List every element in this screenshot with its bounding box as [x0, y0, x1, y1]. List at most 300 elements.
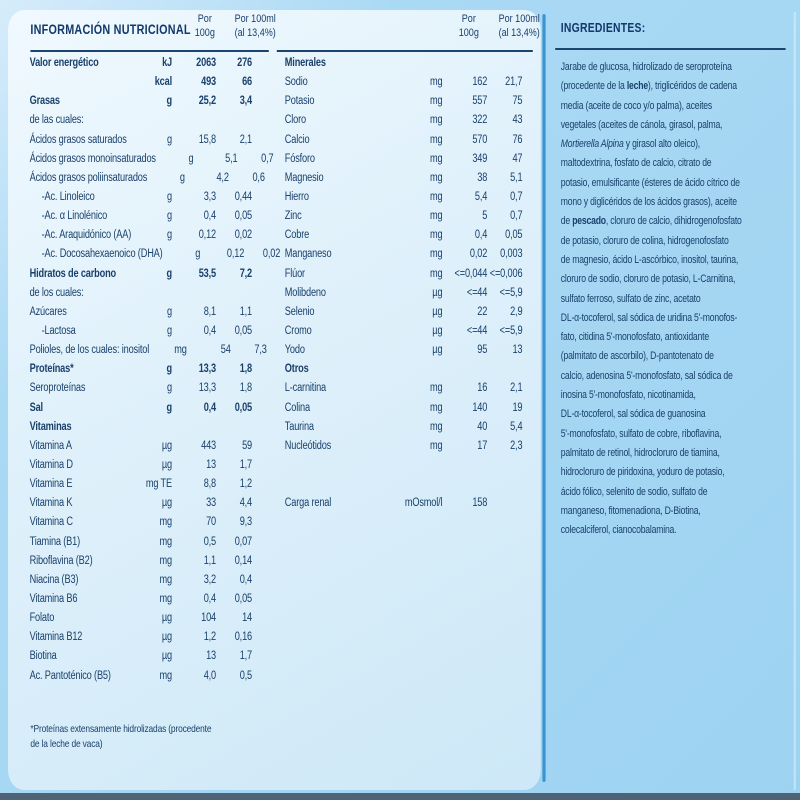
row-unit: µg: [432, 344, 443, 357]
table-row: [285, 207, 523, 226]
table-row: [30, 552, 252, 571]
table-row: [285, 169, 523, 188]
ingredients-line: DL-α-tocoferol, sal sódica de uridina 5'-monofos-: [560, 311, 738, 324]
row-value-100ml: 0,5: [239, 669, 252, 682]
row-value-100g: 0,4: [203, 210, 216, 223]
table-row: [285, 341, 523, 360]
row-label: Selenio: [284, 305, 315, 318]
row-value-100g: 8,8: [203, 478, 216, 491]
row-value-100ml: 0,05: [234, 210, 252, 223]
row-value-100g: 2063: [196, 57, 216, 69]
row-unit: g: [166, 363, 172, 376]
row-unit: µg: [161, 612, 172, 625]
row-label: Taurina: [284, 420, 314, 433]
ingredients-line: (palmitato de ascorbilo), D-pantotenato de: [560, 350, 714, 363]
package-edge-highlight: [794, 12, 796, 790]
table-row: [30, 513, 252, 532]
row-value-100ml: 59: [242, 439, 252, 452]
row-value-100g: 162: [472, 76, 488, 89]
row-value-100ml: 2,3: [510, 439, 523, 452]
row-value-100g: 158: [472, 497, 488, 510]
ingredients-rule: [555, 48, 785, 50]
table-row: [285, 54, 523, 73]
row-unit: mg: [159, 535, 172, 548]
row-value-100ml: 0,7: [510, 190, 523, 203]
row-value-100g: 322: [472, 114, 488, 127]
row-label: Ácidos grasos monoinsaturados: [29, 152, 156, 165]
row-unit: mg: [429, 76, 443, 89]
row-unit: [394, 54, 442, 73]
row-value-100g: 54: [220, 344, 231, 357]
table-row: [30, 628, 252, 647]
ingredients-line: DL-α-tocoferol, sal sódica de guanosina: [560, 408, 706, 421]
col-header-line: Por 100ml: [498, 13, 540, 25]
row-value-100ml: 1,8: [239, 382, 252, 395]
table-row: [30, 245, 281, 264]
row-value-100ml: 7,3: [254, 344, 267, 357]
row-value-100g: 33: [206, 497, 216, 510]
ingredients-line: sulfato ferroso, sulfato de zinc, acetato: [560, 292, 701, 305]
nutrition-table-right: [285, 54, 523, 513]
row-unit: mg: [429, 401, 443, 414]
row-unit: µg: [161, 458, 172, 471]
row-value-100g: 104: [201, 612, 216, 625]
row-unit: [134, 284, 172, 303]
row-value-100ml: [216, 418, 252, 437]
table-row: [285, 265, 523, 284]
ingredients-line: 5'-monofosfato, sulfato de cobre, riboflavina,: [560, 427, 722, 440]
table-row: [285, 284, 523, 303]
row-unit: kJ: [162, 57, 172, 69]
row-label: Vitamina C: [29, 516, 73, 529]
table-row: [285, 456, 523, 475]
row-unit: mg: [429, 152, 443, 165]
row-value-100g: <=44: [466, 286, 488, 299]
table-row: [285, 150, 523, 169]
row-label: Azúcares: [29, 305, 67, 318]
ingredients-line: de potasio, cloruro de colina, hidrogenofosfato: [560, 234, 729, 247]
row-label: Niacina (B3): [29, 573, 79, 586]
table-row: [30, 73, 252, 92]
row-unit: [134, 418, 172, 437]
row-label: Potasio: [284, 95, 315, 108]
row-label: Ácidos grasos saturados: [29, 133, 127, 146]
row-unit: mg: [174, 344, 187, 357]
row-value-100ml: 0,7: [261, 152, 274, 165]
row-label: Vitamina B6: [29, 592, 78, 605]
row-label: Tiamina (B1): [29, 535, 81, 548]
row-value-100ml: 0,003: [500, 248, 523, 261]
row-label: Yodo: [284, 344, 305, 357]
row-value-100g: 40: [477, 420, 488, 433]
table-row: [30, 456, 252, 475]
table-row: [30, 265, 252, 284]
row-label: Polioles, de los cuales: inositol: [29, 344, 150, 357]
col-header-line: (al 13,4%): [498, 26, 540, 39]
table-row: [30, 188, 252, 207]
table-row: [285, 73, 523, 92]
ingredients-line: de magnesio, ácido L-ascórbico, inositol, taurina,: [560, 253, 739, 266]
row-unit: kcal: [154, 76, 172, 89]
row-label: Proteínas*: [29, 363, 74, 376]
row-value-100g: 570: [472, 133, 488, 146]
row-value-100g: 0,4: [203, 592, 216, 605]
table-row: [30, 437, 252, 456]
table-row: [285, 475, 523, 494]
table-row: [30, 571, 252, 590]
table-row: [285, 111, 523, 130]
row-unit: mg TE: [145, 478, 172, 491]
row-label: de las cuales:: [29, 114, 84, 127]
row-unit: µg: [432, 324, 443, 337]
ingredients-line: calcio, adenosina 5'-monofosfato, sal sódica de: [560, 369, 733, 382]
table-row: [30, 647, 252, 666]
row-unit: g: [166, 267, 172, 280]
row-unit: µg: [161, 439, 172, 452]
row-value-100g: 0,4: [474, 229, 488, 242]
row-unit: g: [167, 133, 172, 146]
row-unit: µg: [432, 305, 443, 318]
protein-footnote: [30, 722, 211, 752]
row-unit: g: [167, 229, 172, 242]
col-header-line: 100g: [194, 26, 215, 39]
row-unit: mg: [159, 554, 172, 567]
row-value-100g: 1,2: [203, 631, 216, 644]
row-value-100ml: 0,44: [234, 190, 252, 203]
row-unit: µg: [161, 650, 172, 663]
row-value-100g: 349: [472, 152, 488, 165]
row-label: -Lactosa: [41, 324, 76, 337]
row-label: Ácidos grasos poliinsaturados: [29, 171, 148, 184]
row-value-100ml: 0,02: [262, 248, 281, 261]
row-label: Ac. Pantoténico (B5): [29, 669, 111, 682]
row-value-100ml: [487, 54, 522, 73]
row-value-100g: 0,5: [203, 535, 216, 548]
row-value-100g: 13,3: [198, 363, 216, 376]
row-label: Otros: [284, 363, 309, 376]
col-header-per-100g-left: [182, 13, 227, 40]
row-value-100ml: 1,8: [239, 363, 252, 376]
row-value-100g: [172, 418, 216, 437]
row-label: Zinc: [284, 210, 302, 223]
table-row: [30, 303, 252, 322]
table-row: [285, 399, 523, 418]
row-unit: g: [167, 210, 172, 223]
row-unit: g: [188, 152, 194, 165]
row-unit: mg: [429, 248, 443, 261]
table-row: [285, 303, 523, 322]
row-label: Vitamina K: [29, 497, 73, 510]
row-value-100ml: [487, 494, 522, 513]
row-value-100ml: 9,3: [239, 516, 252, 529]
ingredients-line: manganeso, fitomenadiona, D-Biotina,: [560, 504, 701, 517]
row-label: -Ac. Docosahexaenoico (DHA): [41, 248, 163, 261]
row-unit: g: [166, 95, 172, 108]
row-value-100g: 0,12: [226, 248, 245, 261]
row-label: Grasas: [29, 95, 60, 108]
row-value-100ml: 0,05: [234, 592, 252, 605]
table-row: [30, 131, 252, 150]
table-row: [285, 245, 523, 264]
row-value-100ml: 13: [512, 344, 523, 357]
row-value-100ml: 0,05: [234, 401, 252, 414]
ingredients-line: inosina 5'-monofosfato, nicotinamida,: [560, 389, 696, 402]
table-row: [29, 150, 274, 169]
table-row: [285, 322, 523, 341]
row-value-100ml: 14: [242, 612, 252, 625]
row-label: Cromo: [284, 324, 312, 337]
row-value-100ml: [487, 360, 522, 379]
row-value-100ml: 0,6: [252, 171, 265, 184]
row-value-100ml: <=5,9: [499, 286, 523, 299]
row-value-100ml: 0,14: [234, 554, 252, 567]
row-value-100g: 443: [201, 439, 216, 452]
ingredients-line: palmitato de retinol, hidrocloruro de tiamina,: [560, 446, 720, 459]
row-label: Calcio: [284, 133, 310, 146]
row-unit: mg: [159, 669, 172, 682]
nutrition-table-title: INFORMACIÓN NUTRICIONAL: [30, 22, 191, 37]
table-row: [30, 284, 252, 303]
row-value-100g: 13: [206, 650, 216, 663]
panel-divider: [542, 14, 545, 782]
table-row: [30, 111, 252, 130]
row-value-100g: 557: [472, 95, 488, 108]
row-label: Hierro: [284, 190, 309, 203]
ingredients-line: maltodextrina, fosfato de calcio, citrato de: [560, 157, 712, 170]
table-row: [285, 437, 523, 456]
row-value-100ml: 5,4: [510, 420, 523, 433]
row-value-100ml: 5,1: [510, 171, 523, 184]
row-value-100g: 5,1: [225, 152, 238, 165]
row-unit: mg: [429, 420, 443, 433]
table-row: [30, 418, 252, 437]
table-row: [30, 54, 252, 73]
row-label: Manganeso: [284, 248, 332, 261]
row-unit: g: [167, 324, 172, 337]
row-unit: mg: [159, 516, 172, 529]
row-value-100g: 140: [472, 401, 488, 414]
table-row: [285, 379, 523, 398]
row-label: Sal: [29, 401, 43, 414]
row-unit: mg: [159, 573, 172, 586]
row-value-100g: 4,0: [203, 669, 216, 682]
row-label: Magnesio: [284, 171, 324, 184]
row-unit: mg: [429, 171, 443, 184]
row-value-100g: 13: [206, 458, 216, 471]
ingredients-line: de pescado, cloruro de calcio, dihidrogenofosfato: [560, 215, 742, 228]
row-label: Vitamina A: [29, 439, 72, 452]
row-value-100g: 0,4: [203, 324, 216, 337]
row-unit: µg: [161, 497, 172, 510]
col-header-line: Por 100ml: [234, 13, 276, 25]
row-value-100ml: 0,7: [510, 210, 523, 223]
header-rule-right: [277, 50, 533, 52]
row-value-100g: 70: [206, 516, 216, 529]
row-label: Cobre: [284, 229, 310, 242]
row-value-100ml: 2,9: [510, 305, 523, 318]
row-unit: mg: [429, 95, 443, 108]
row-value-100g: 16: [477, 382, 488, 395]
ingredients-line: hidrocloruro de piridoxina, yoduro de potasio,: [560, 466, 725, 479]
row-value-100g: [442, 54, 487, 73]
ingredients-line: (procedente de la leche), triglicéridos de cadena: [560, 80, 737, 93]
row-value-100ml: 47: [512, 152, 523, 165]
footnote-line: de la leche de vaca): [30, 738, 103, 750]
table-row: [30, 609, 252, 628]
row-value-100ml: 1,2: [239, 478, 252, 491]
table-row: [30, 226, 252, 245]
row-label: -Ac. α Linolénico: [41, 210, 108, 223]
row-value-100g: 3,2: [203, 573, 216, 586]
row-label: Vitamina D: [29, 458, 73, 471]
row-unit: mg: [429, 267, 443, 280]
ingredients-line: fato, citidina 5'-monofosfato, antioxidante: [560, 331, 709, 344]
table-row: [285, 494, 523, 513]
header-rule-left: [30, 50, 268, 52]
col-header-per-100ml-right: [493, 13, 546, 40]
table-row: [30, 475, 252, 494]
row-value-100g: 3,3: [203, 190, 216, 203]
row-value-100g: 38: [477, 171, 488, 184]
row-label: de los cuales:: [29, 286, 84, 299]
table-row: [285, 188, 523, 207]
row-label: Nucleótidos: [284, 439, 332, 452]
row-label: Vitamina E: [29, 478, 73, 491]
table-row: [285, 226, 523, 245]
row-label: Vitaminas: [29, 420, 72, 433]
row-unit: [394, 360, 442, 379]
row-label: Hidratos de carbono: [29, 267, 117, 280]
col-header-line: Por: [461, 13, 476, 25]
ingredients-line: vegetales (aceites de cánola, girasol, palma,: [560, 118, 723, 131]
row-value-100ml: 3,4: [239, 95, 252, 108]
row-value-100ml: <=0,006: [489, 267, 523, 280]
row-unit: µg: [161, 631, 172, 644]
table-row: [30, 207, 252, 226]
row-value-100g: 15,8: [198, 133, 216, 146]
row-unit: mg: [429, 114, 443, 127]
row-value-100g: 1,1: [203, 554, 216, 567]
table-row: [285, 92, 523, 111]
table-row: [30, 494, 252, 513]
table-row: [30, 533, 252, 552]
row-value-100ml: 1,7: [239, 458, 252, 471]
row-value-100ml: 0,4: [239, 573, 252, 586]
row-label: Seroproteínas: [29, 382, 86, 395]
table-row: [285, 418, 523, 437]
row-value-100g: <=0,044: [454, 267, 488, 280]
row-value-100ml: 1,1: [239, 305, 252, 318]
row-value-100g: 0,12: [198, 229, 216, 242]
row-unit: g: [167, 305, 172, 318]
row-value-100g: 5: [482, 210, 488, 223]
row-value-100g: 17: [477, 439, 488, 452]
row-label: Fósforo: [284, 152, 315, 165]
ingredients-line: mono y diglicéridos de los ácidos grasos), aceite: [560, 196, 737, 209]
ingredients-title: INGREDIENTES:: [560, 20, 646, 35]
col-header-per-100g-right: [446, 13, 491, 40]
row-unit: g: [167, 382, 172, 395]
row-value-100ml: 66: [242, 76, 252, 89]
row-label: Valor energético: [29, 57, 99, 69]
row-label: Molibdeno: [284, 286, 326, 299]
row-label: -Ac. Araquidónico (AA): [41, 229, 132, 242]
row-label: Colina: [284, 401, 310, 414]
row-value-100g: 493: [201, 76, 216, 89]
row-label: Folato: [29, 612, 55, 625]
row-unit: [134, 111, 172, 130]
row-value-100g: [172, 284, 216, 303]
row-value-100g: 25,2: [198, 95, 216, 108]
row-value-100ml: 43: [512, 114, 523, 127]
table-row: [30, 590, 252, 609]
row-unit: g: [167, 190, 172, 203]
ingredients-line: colecalciferol, cianocobalamina.: [560, 524, 677, 537]
footnote-line: *Proteínas extensamente hidrolizadas (procedente: [30, 723, 212, 735]
table-row: [29, 169, 265, 188]
row-value-100ml: [216, 111, 252, 130]
row-label: Cloro: [284, 114, 306, 127]
row-value-100g: [172, 111, 216, 130]
row-value-100g: 4,2: [216, 171, 229, 184]
ingredients-text: [561, 58, 793, 540]
row-value-100g: 95: [477, 344, 488, 357]
row-value-100g: 0,02: [469, 248, 488, 261]
row-unit: µg: [432, 286, 443, 299]
row-value-100ml: 4,4: [239, 497, 252, 510]
row-label: Flúor: [284, 267, 305, 280]
row-label: L-carnitina: [284, 382, 326, 395]
col-header-line: Por: [197, 13, 212, 25]
table-row: [29, 341, 267, 360]
row-unit: mg: [429, 133, 443, 146]
table-row: [30, 360, 252, 379]
row-unit: g: [166, 401, 172, 414]
row-unit: mOsmol/l: [404, 497, 443, 510]
row-value-100ml: 75: [512, 95, 523, 108]
row-value-100g: 53,5: [198, 267, 216, 280]
row-label: Sodio: [284, 76, 308, 89]
row-value-100ml: 7,2: [239, 267, 252, 280]
table-row: [30, 667, 252, 686]
row-label: -Ac. Linoleico: [41, 190, 95, 203]
row-unit: mg: [429, 439, 443, 452]
row-unit: mg: [429, 190, 443, 203]
row-unit: mg: [159, 592, 172, 605]
row-value-100g: 13,3: [198, 382, 216, 395]
ingredients-line: potasio, emulsificante (ésteres de ácido cítrico de: [560, 176, 740, 189]
row-label: Riboflavina (B2): [29, 554, 93, 567]
row-label: Carga renal: [284, 497, 332, 510]
row-unit: mg: [429, 229, 443, 242]
row-value-100g: 5,4: [474, 190, 488, 203]
ingredients-line: ácido fólico, selenito de sodio, sulfato de: [560, 485, 708, 498]
col-header-per-100ml-left: [229, 13, 282, 40]
table-row: [30, 322, 252, 341]
row-value-100g: 0,4: [203, 401, 216, 414]
row-value-100ml: 0,16: [234, 631, 252, 644]
table-row: [30, 379, 252, 398]
nutrition-table-left: [29, 54, 281, 686]
row-value-100ml: 0,05: [234, 324, 252, 337]
row-value-100ml: 0,05: [505, 229, 523, 242]
table-row: [285, 131, 523, 150]
col-header-line: 100g: [458, 26, 479, 39]
row-value-100ml: 0,02: [234, 229, 252, 242]
ingredients-line: Mortierella Alpina y girasol alto oleico),: [560, 138, 700, 151]
row-value-100g: <=44: [466, 324, 488, 337]
row-unit: g: [179, 171, 185, 184]
